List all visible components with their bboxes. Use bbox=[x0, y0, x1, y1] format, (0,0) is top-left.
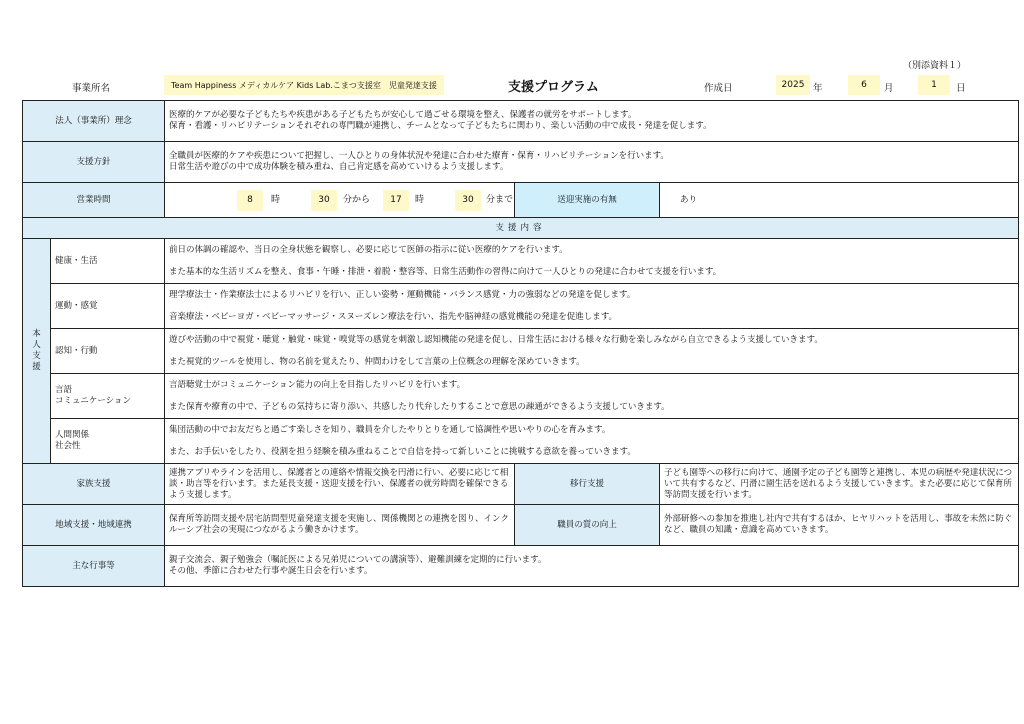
day-unit: 日 bbox=[956, 83, 966, 94]
policy-label: 支援方針 bbox=[23, 142, 165, 183]
staff-label: 職員の質の向上 bbox=[515, 505, 660, 546]
personal-support-label: 本人支援 bbox=[23, 239, 51, 464]
month-unit: 月 bbox=[884, 83, 894, 94]
personal-item-text bbox=[165, 374, 1019, 419]
start-hour: 8 bbox=[237, 190, 263, 211]
personal-health-line-1: 前日の体調の確認や、当日の全身状態を観察し、必要に応じて医師の指示に従い医療的ケアを行います。 bbox=[169, 244, 568, 255]
personal-motor-line-1: 理学療法士・作業療法士によるリハビリを行い、正しい姿勢・運動機能・バランス感覚・力の強弱などの発達を促します。 bbox=[169, 289, 636, 300]
policy-line-2: 日常生活や遊びの中で成功体験を積み重ね、自己肯定感を高めていけるよう支援します。 bbox=[169, 162, 509, 172]
created-month: 6 bbox=[848, 75, 880, 95]
personal-language-line-1: 言語聴覚士がコミュニケーション能力の向上を目指したリハビリを行います。 bbox=[169, 379, 466, 390]
personal-item-text bbox=[165, 329, 1019, 374]
personal-row-health bbox=[23, 239, 1019, 284]
philosophy-line-2: 保育・看護・リハビリテーションそれぞれの専門職が連携し、チームとなって子どもたちに関わり、楽しい活動の中で成長・発達を促します。 bbox=[169, 121, 712, 131]
policy-row bbox=[23, 142, 1019, 183]
personal-item-label: 運動・感覚 bbox=[51, 284, 165, 329]
transition-text: 子ども園等への移行に向けて、通園予定の子ども園等と連携し、本児の病歴や発達状況について共有するなど、円滑に園生活を送れるよう支援していきます。また必要に応じて保育所等訪問支援を行います。 bbox=[660, 464, 1019, 505]
office-name: Team Happiness メディカルケア Kids Lab.こまつ支援室 児童発達支援 bbox=[164, 75, 444, 95]
policy-line-1: 全職員が医療的ケアや疾患について把握し、一人ひとりの身体状況や発達に合わせた療育・保育・リハビリテーションを行います。 bbox=[169, 151, 669, 161]
staff-text: 外部研修への参加を推進し社内で共有するほか、ヒヤリハットを活用し、事故を未然に防ぐなど、職員の知識・意識を高めていきます。 bbox=[660, 505, 1019, 546]
events-row bbox=[23, 546, 1019, 587]
start-minute: 30 bbox=[311, 190, 337, 211]
personal-row-language bbox=[23, 374, 1019, 419]
created-label: 作成日 bbox=[704, 83, 733, 94]
hours-cell bbox=[165, 183, 515, 218]
family-text: 連携アプリやラインを活用し、保護者との連絡や情報交換を円滑に行い、必要に応じて相談・助言等を行います。また延長支援・送迎支援を行い、保護者の就労時間を確保できるよう支援します。 bbox=[165, 464, 515, 505]
philosophy-row bbox=[23, 101, 1019, 142]
personal-social-line-1: 集団活動の中でお友だちと過ごす楽しさを知り、職員を介したやりとりを通して協調性や思いやりの心を育みます。 bbox=[169, 424, 611, 435]
page-title: 支援プログラム bbox=[508, 80, 599, 95]
attachment-note: （別添資料１） bbox=[902, 61, 966, 71]
end-minute: 30 bbox=[455, 190, 481, 211]
philosophy-text bbox=[165, 101, 1019, 142]
transition-label: 移行支援 bbox=[515, 464, 660, 505]
events-text bbox=[165, 546, 1019, 587]
community-text: 保育所等訪問支援や居宅訪問型児童発達支援を実施し、関係機関との連携を図り、インクルーシブ社会の実現につながるよう働きかけます。 bbox=[165, 505, 515, 546]
end-hour-unit: 時 bbox=[415, 194, 425, 205]
personal-item-text bbox=[165, 419, 1019, 464]
support-section-header: 支援内容 bbox=[23, 218, 1019, 239]
start-hour-unit: 時 bbox=[271, 194, 281, 205]
events-label: 主な行事等 bbox=[23, 546, 165, 587]
support-section-row bbox=[23, 218, 1019, 239]
personal-health-line-2: また基本的な生活リズムを整え、食事・午睡・排泄・着脱・整容等、日常生活動作の習得に向けて一人ひとりの発達に合わせて支援を行います。 bbox=[169, 266, 722, 277]
personal-row-motor bbox=[23, 284, 1019, 329]
hours-label: 営業時間 bbox=[23, 183, 165, 218]
office-label: 事業所名 bbox=[72, 83, 111, 94]
from-label: 分から bbox=[343, 194, 371, 205]
created-day: 1 bbox=[918, 75, 950, 95]
support-program-table bbox=[22, 100, 1019, 587]
philosophy-line-1: 医療的ケアが必要な子どもたちや疾患がある子どもたちが安心して過ごせる環境を整え、保護者の就労をサポートします。 bbox=[169, 110, 637, 120]
family-transition-row bbox=[23, 464, 1019, 505]
community-staff-row bbox=[23, 505, 1019, 546]
personal-item-label: 認知・行動 bbox=[51, 329, 165, 374]
personal-row-cognition bbox=[23, 329, 1019, 374]
personal-social-line-2: また、お手伝いをしたり、役割を担う経験を積み重ねることで自信を持って新しいことに挑戦する意欲を養っていきます。 bbox=[169, 446, 636, 457]
personal-cognition-line-1: 遊びや活動の中で視覚・聴覚・触覚・味覚・嗅覚等の感覚を刺激し認知機能の発達を促し、日常生活における様々な行動を楽しみながら自立できるよう支援していきます。 bbox=[169, 334, 823, 345]
personal-item-text bbox=[165, 239, 1019, 284]
transport-label: 送迎実施の有無 bbox=[515, 183, 660, 218]
personal-item-label: 健康・生活 bbox=[51, 239, 165, 284]
policy-text bbox=[165, 142, 1019, 183]
events-line-1: 親子交流会、親子勉強会（嘱託医による兄弟児についての講演等）、避難訓練を定期的に行います。 bbox=[169, 555, 547, 565]
end-hour: 17 bbox=[383, 190, 409, 211]
hours-row bbox=[23, 183, 1019, 218]
philosophy-label: 法人（事業所）理念 bbox=[23, 101, 165, 142]
personal-item-label: 言語 コミュニケーション bbox=[51, 374, 165, 419]
created-year: 2025 bbox=[776, 75, 810, 95]
until-label: 分まで bbox=[486, 194, 514, 205]
personal-item-label: 人間関係 社会性 bbox=[51, 419, 165, 464]
personal-motor-line-2: 音楽療法・ベビーヨガ・ベビーマッサージ・スヌーズレン療法を行い、指先や脳神経の感覚機能の発達を促進します。 bbox=[169, 311, 618, 322]
year-unit: 年 bbox=[813, 83, 823, 94]
events-line-2: その他、季節に合わせた行事や誕生日会を行います。 bbox=[169, 566, 373, 576]
personal-language-line-2: また保育や療育の中で、子どもの気持ちに寄り添い、共感したり代弁したりすることで意思の疎通ができるよう支援していきます。 bbox=[169, 401, 670, 412]
personal-cognition-line-2: また視覚的ツールを使用し、物の名前を覚えたり、仲間わけをして言葉の上位概念の理解を深めていきます。 bbox=[169, 356, 585, 367]
personal-row-social bbox=[23, 419, 1019, 464]
community-label: 地域支援・地域連携 bbox=[23, 505, 165, 546]
personal-item-text bbox=[165, 284, 1019, 329]
family-label: 家族支援 bbox=[23, 464, 165, 505]
transport-value: あり bbox=[660, 183, 1019, 218]
